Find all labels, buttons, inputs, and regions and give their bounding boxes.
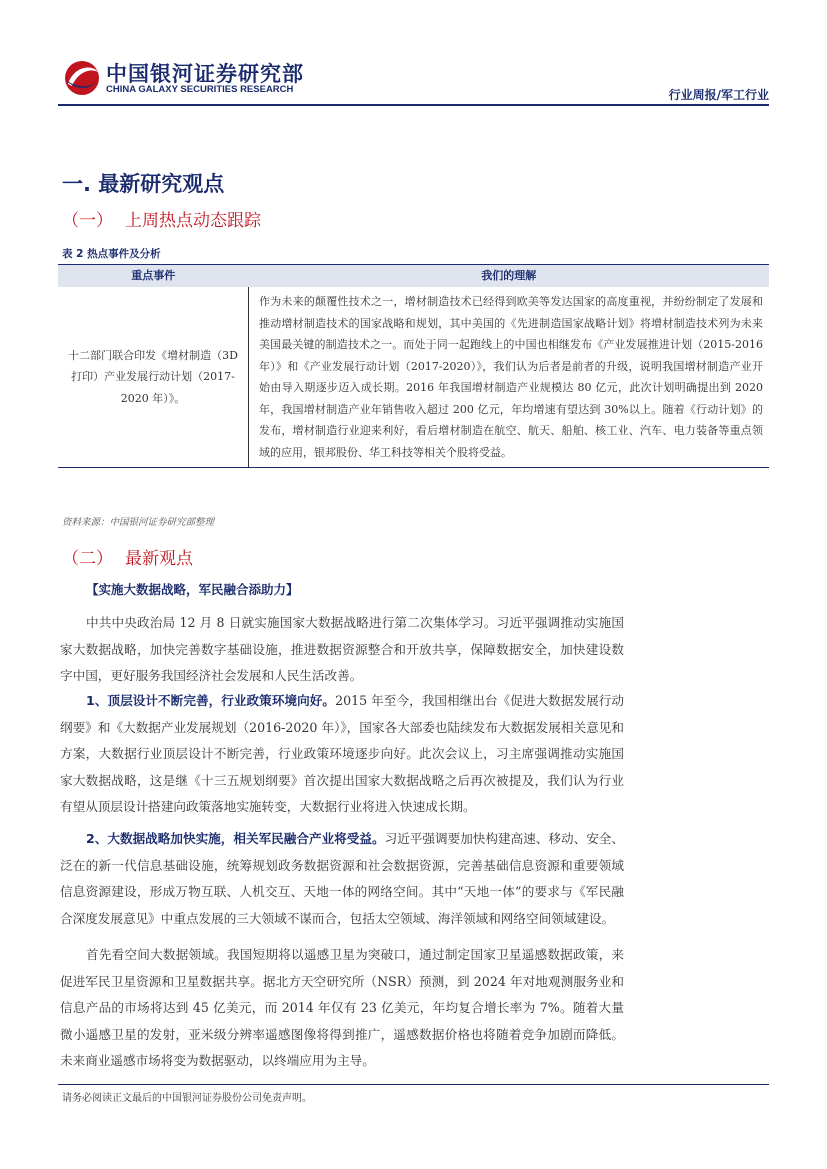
subsection-label: 上周热点动态跟踪 [125, 211, 261, 231]
paragraph-intro [60, 610, 624, 690]
paragraph-text: 习近平强调要加快构建高速、移动、安全、泛在的新一代信息基础设施，统筹规划政务数据资源和社会数据资源，完善基础信息资源和重要领域信息资源建设，形成万物互联、人机交互、天地一体的网络空间。其中“天地一体”的要求与《军民融合深度发展意见》中重点发展的三大领域不谋而合，包括太空领域、海洋领域和网络空间领域建设。 [60, 831, 625, 926]
paragraph-top-level-design [60, 688, 624, 821]
paragraph-text: 2015 年至今，我国相继出台《促进大数据发展行动纲要》和《大数据产业发展规划（2016-2020 年）》，国家各大部委也陆续发布大数据发展相关意见和方案，大数据行业顶层设计不断完善，行业政策环境逐步向好。此次会议上，习主席强调推动实施国家大数据战略，这是继《十三五规划纲要》首次提出国家大数据战略之后再次被提及，我们认为行业有望从顶层设计搭建向政策落地实施转变，大数据行业将进入快速成长期。 [60, 693, 624, 814]
table-source-note: 资料来源：中国银河证券研究部整理 [62, 517, 215, 528]
analysis-cell: 作为未来的颠覆性技术之一，增材制造技术已经得到欧美等发达国家的高度重视，并纷纷制定了发展和推动增材制造技术的国家战略和规划，其中美国的《先进制造国家战略计划》将增材制造技术列为未来美国最关键的制造技术之一。而处于同一起跑线上的中国也相继发布《产业发展推进计划（2015-2016 年）》和《产业发展行动计划（2017-2020）》，我们认为后者是前者的升级，说明我国增材制造产业开始由导入期逐步迈入成长期。2016 年我国增材制造产业规模达 80 亿元，此次计划明确提出到 2020 年，我国增材制造产业年销售收入超过 200 亿元，年均增速有望达到 30%以上。随着《行动计划》的发布，增材制造行业迎来利好，看后增材制造在航空、航天、船舶、核工业、汽车、电力装备等重点领域的应用，银邦股份、华工科技等相关个股将受益。 [259, 295, 763, 459]
paragraph-military-civil [60, 826, 624, 932]
section-title: 一. 最新研究观点 [62, 172, 225, 196]
brand-name-cn: 中国银河证券研究部 [106, 62, 304, 86]
subsection-number: （一） [62, 211, 113, 231]
paragraph-text: 首先看空间大数据领域。我国短期将以遥感卫星为突破口，通过制定国家卫星遥感数据政策，来促进军民卫星资源和卫星数据共享。据北方天空研究所（NSR）预测，到 2024 年对地观测服务业和信息产品的市场将达到 45 亿美元，而 2014 年仅有 23 亿美元，年均复合增长率为 7%。随着大量微小遥感卫星的发射，亚米级分辨率遥感图像将得到推广，遥感数据价格也将随着竞争加剧而降低。未来商业遥感市场将变为数据驱动，以终端应用为主导。 [60, 947, 624, 1068]
event-cell: 十二部门联合印发《增材制造（3D 打印）产业发展行动计划（2017-2020 年）》。 [58, 287, 249, 468]
paragraph-lead: 2、大数据战略加快实施，相关军民融合产业将受益。 [86, 831, 385, 846]
galaxy-logo-icon [62, 58, 102, 98]
column-header-event: 重点事件 [58, 265, 249, 288]
subsection-title-latest-views [62, 544, 193, 569]
footer-disclaimer: 请务必阅读正文最后的中国银河证券股份公司免责声明。 [62, 1093, 312, 1104]
table-caption: 表 2 热点事件及分析 [62, 248, 161, 260]
theme-heading: 【实施大数据战略，军民融合添助力】 [86, 582, 299, 597]
header-divider [58, 104, 769, 106]
brand-name-en: CHINA GALAXY SECURITIES RESEARCH [106, 84, 294, 95]
subsection-number: （二） [62, 549, 113, 569]
footer-divider [58, 1084, 769, 1085]
hot-events-table [58, 264, 769, 468]
report-type: 行业周报/军工行业 [668, 88, 769, 102]
paragraph-text: 中共中央政治局 12 月 8 日就实施国家大数据战略进行第二次集体学习。习近平强调推动实施国家大数据战略，加快完善数字基础设施，推进数据资源整合和开放共享，保障数据安全，加快建设数字中国，更好服务我国经济社会发展和人民生活改善。 [60, 615, 624, 683]
subsection-title-hot-news [62, 206, 261, 231]
column-header-view: 我们的理解 [249, 265, 770, 288]
table-row [58, 287, 769, 468]
paragraph-space-data [60, 942, 624, 1075]
table-header-row [58, 265, 769, 288]
paragraph-lead: 1、顶层设计不断完善，行业政策环境向好。 [86, 693, 336, 708]
subsection-label: 最新观点 [125, 549, 193, 569]
